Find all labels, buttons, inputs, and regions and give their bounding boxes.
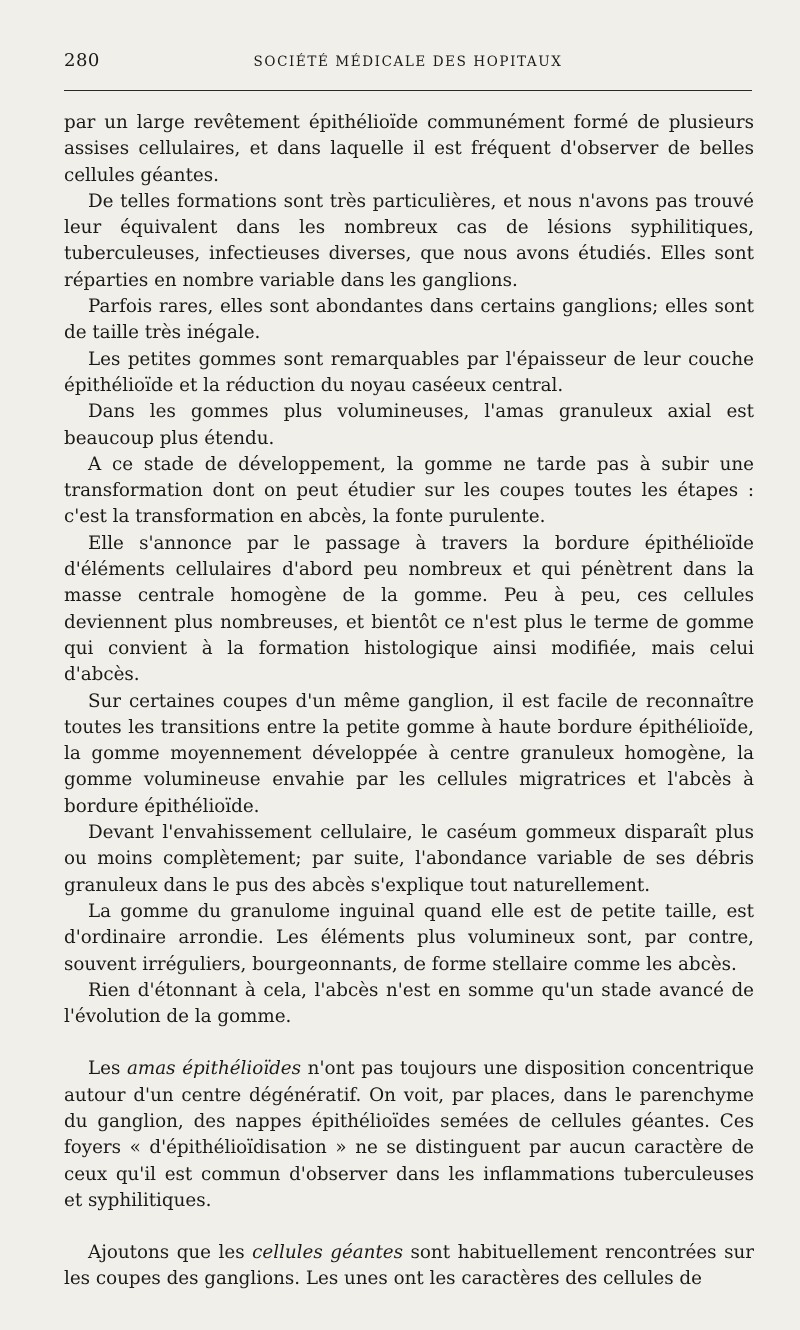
running-head: SOCIÉTÉ MÉDICALE DES HOPITAUX <box>253 54 563 70</box>
paragraph <box>64 1056 754 1214</box>
page-header <box>64 50 752 76</box>
paragraph: Sur certaines coupes d'un même ganglion, il est facile de reconnaître toutes les transitions entre la petite gomme à haute bordure épithélioïde, la gomme moyennement développée à centre granuleux homogène, la gomme volumineuse envahie par les cellules migratrices et l'abcès à bordure épithélioïde. <box>64 690 754 817</box>
paragraph: Devant l'envahissement cellulaire, le caséum gommeux disparaît plus ou moins complètement; par suite, l'abondance variable de ses débris granuleux dans le pus des abcès s'explique tout naturellement. <box>64 822 754 896</box>
paragraph: A ce stade de développement, la gomme ne tarde pas à subir une transformation dont on peut étudier sur les coupes toutes les étapes : c'est la transformation en abcès, la fonte purulente. <box>64 453 754 528</box>
page-number: 280 <box>64 50 100 71</box>
paragraph: La gomme du granulome inguinal quand elle est de petite taille, est d'ordinaire arrondie. Les éléments plus volumineux sont, par contre, souvent irréguliers, bourgeonnants, de forme stellaire comme les abcès. <box>64 900 754 975</box>
paragraph: De telles formations sont très particulières, et nous n'avons pas trouvé leur équivalent dans les nombreux cas de lésions syphilitiques, tuberculeuses, infectieuses diverses, que nous avons étudiés. Elles sont réparties en nombre variable dans les ganglions. <box>64 190 754 291</box>
paragraph: Parfois rares, elles sont abondantes dans certains ganglions; elles sont de taille très inégale. <box>64 296 754 344</box>
paragraph-text: sont habituellement rencontrées sur les coupes des ganglions. Les unes ont les caractères des cellules de <box>64 1242 754 1290</box>
header-rule <box>64 90 752 91</box>
paragraph: Les petites gommes sont remarquables par l'épaisseur de leur couche épithélioïde et la réduction du noyau caséeux central. <box>64 348 754 396</box>
italic-term: amas épithélioïdes <box>127 1058 301 1080</box>
paragraph: Dans les gommes plus volumineuses, l'amas granuleux axial est beaucoup plus étendu. <box>64 401 754 449</box>
paragraph-text: Ajoutons que les <box>88 1242 253 1264</box>
paragraph-text: n'ont pas toujours une disposition concentrique autour d'un centre dégénératif. On voit, par places, dans le parenchyme du ganglion, des nappes épithélioïdes semées de cellules géantes. Ces foyers « d'épithélioïdisation » ne se distinguent par aucun caractère de ceux qu'il est commun d'observer dans les inflammations tuberculeuses et syphilitiques. <box>64 1058 754 1211</box>
paragraph <box>64 1240 754 1293</box>
italic-term: cellules géantes <box>252 1242 403 1264</box>
paragraph: Elle s'annonce par le passage à travers la bordure épithélioïde d'éléments cellulaires d'abord peu nombreux et qui pénètrent dans la masse centrale homogène de la gomme. Peu à peu, ces cellules deviennent plus nombreuses, et bientôt ce n'est plus le terme de gomme qui convient à la formation histologique ainsi modifiée, mais celui d'abcès. <box>64 532 754 686</box>
paragraph: Rien d'étonnant à cela, l'abcès n'est en somme qu'un stade avancé de l'évolution de la gomme. <box>64 979 754 1028</box>
paragraph: par un large revêtement épithélioïde communément formé de plusieurs assises cellulaires, et dans laquelle il est fréquent d'observer de belles cellules géantes. <box>64 112 754 186</box>
paragraph-text: Les <box>88 1058 128 1080</box>
body-text <box>64 110 754 1293</box>
